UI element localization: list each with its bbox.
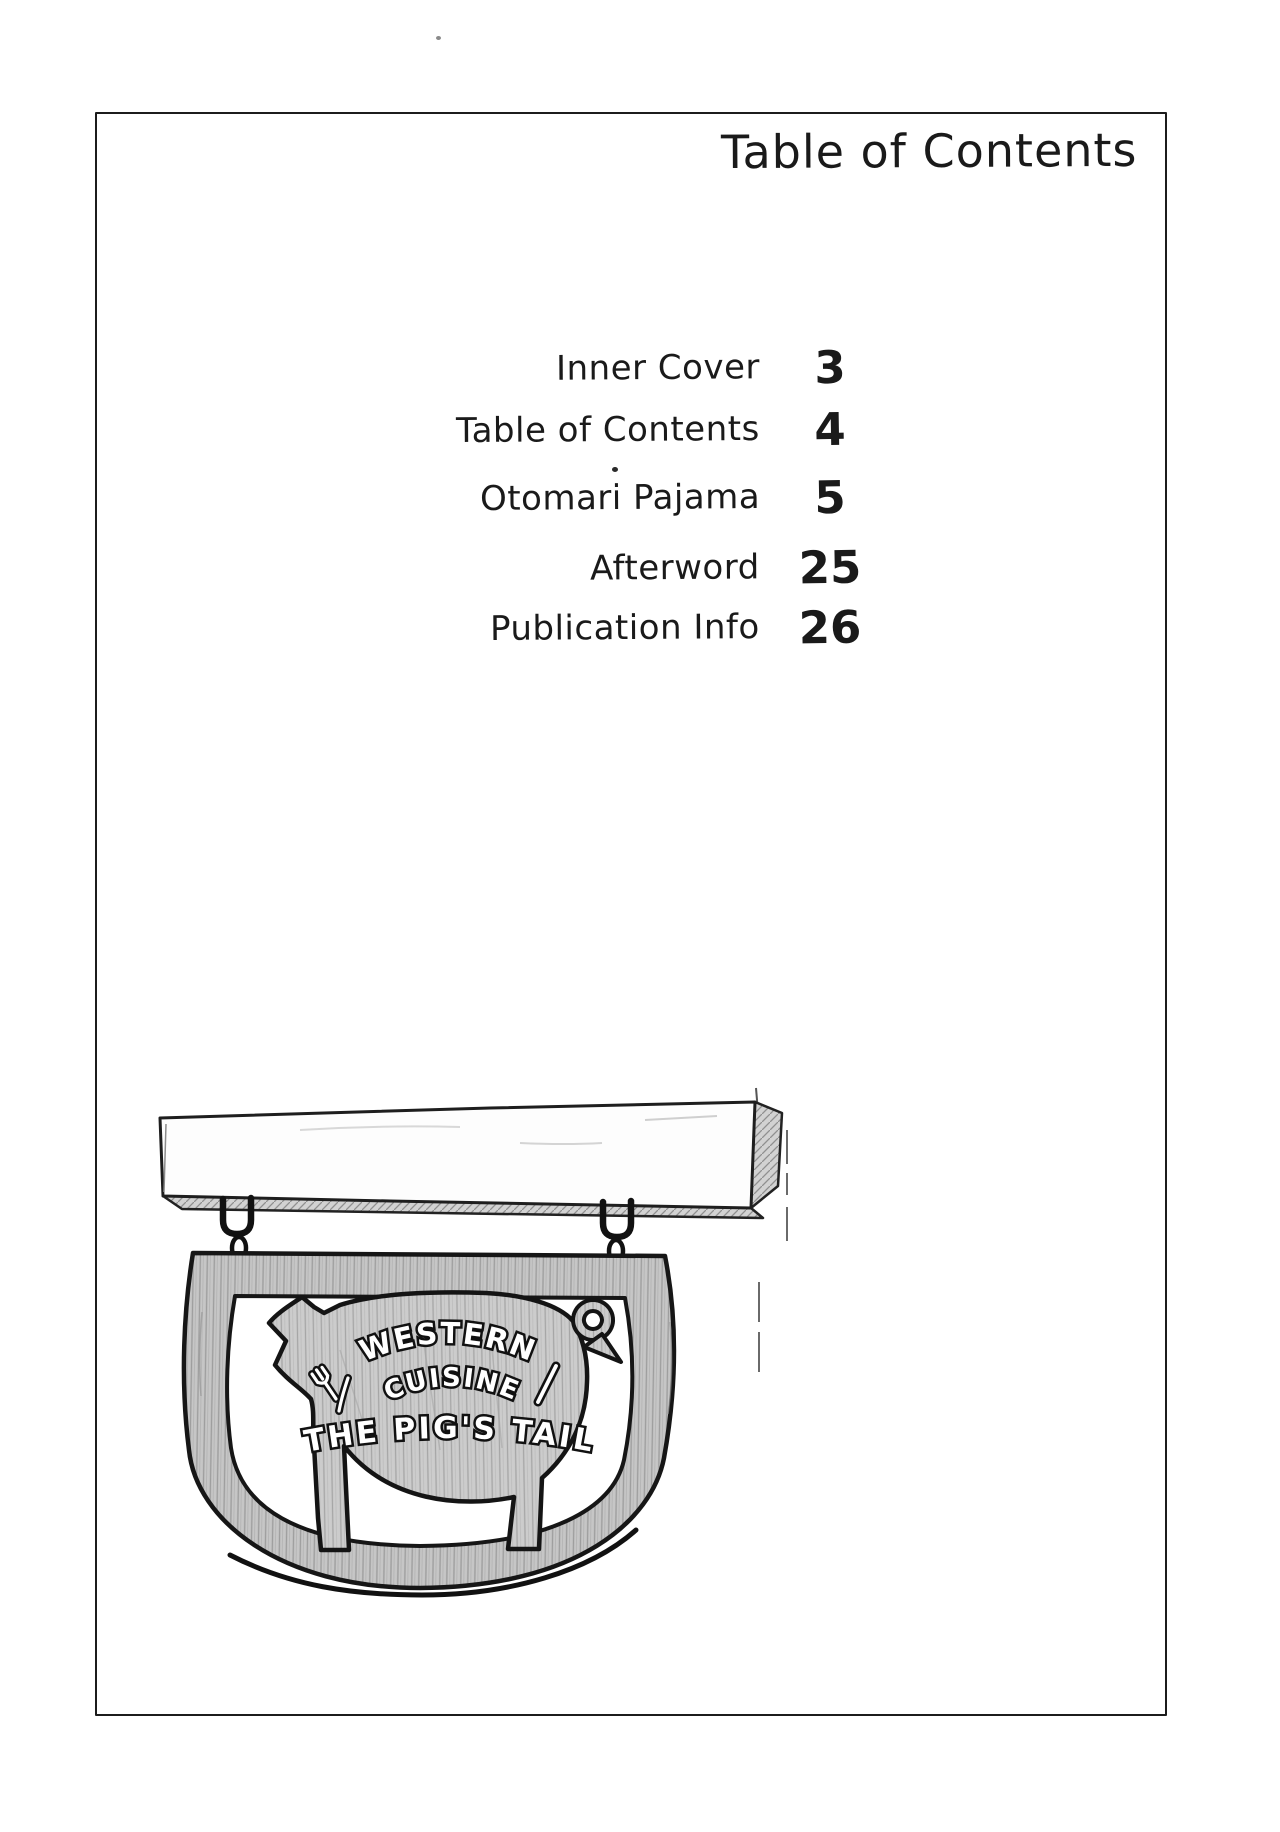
toc-page-number: 4 [813, 402, 847, 457]
toc-label: Inner Cover [555, 347, 761, 389]
page-title: Table of Contents [720, 122, 1138, 180]
toc-row [0, 466, 1280, 530]
toc-row [0, 596, 1280, 660]
toc-page-number: 25 [798, 540, 862, 595]
toc-label: Publication Info [490, 607, 761, 649]
toc-row [0, 398, 1280, 462]
toc-label: Otomari Pajama [479, 477, 761, 519]
toc-label: Table of Contents [456, 408, 761, 452]
sign-text-cuisine: CUISINE [379, 1362, 525, 1408]
sign-text-pigs-tail: THE PIG'S TAIL [301, 1410, 599, 1460]
toc-page-number: 26 [798, 600, 862, 655]
toc-row [0, 336, 1280, 400]
toc-page-number: 3 [813, 340, 847, 395]
toc-list [0, 0, 1280, 700]
toc-row [0, 536, 1280, 600]
hanging-sign-illustration [90, 1050, 810, 1630]
toc-page-number: 5 [813, 470, 847, 525]
toc-label: Afterword [590, 547, 761, 589]
sign-text-western: WESTERN [354, 1315, 542, 1369]
